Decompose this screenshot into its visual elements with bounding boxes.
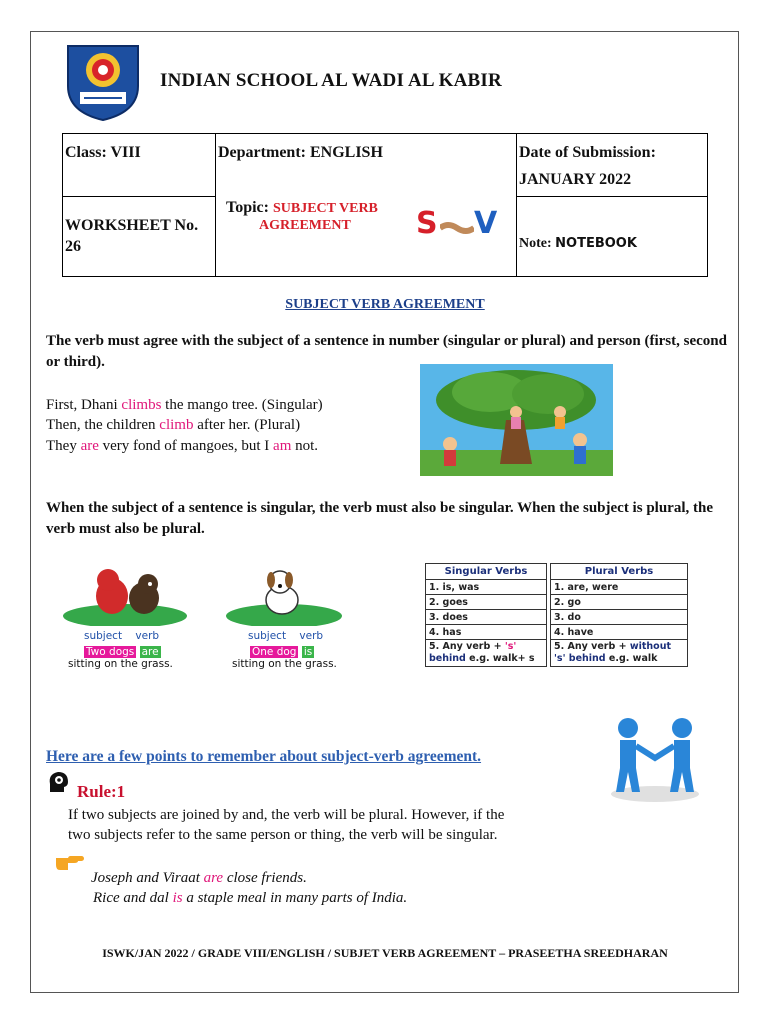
page-footer: ISWK/JAN 2022 / GRADE VIII/ENGLISH / SUBJET VERB AGREEMENT – PRASEETHA SREEDHARAN	[102, 946, 668, 960]
plural-row: 4. have	[551, 625, 688, 640]
school-logo	[62, 40, 144, 122]
singular-row: 4. has	[426, 625, 547, 640]
plural-row: 1. are, were	[551, 580, 688, 595]
dog1-caption-labels: subject verb	[84, 630, 160, 642]
two-dogs-illustration	[60, 566, 190, 626]
rule1-title: Rule:1	[77, 782, 126, 801]
plural-verbs-table	[550, 563, 688, 667]
dog2-caption-labels: subject verb	[248, 630, 324, 642]
section-title: SUBJECT VERB AGREEMENT	[285, 297, 485, 312]
singular-row: 1. is, was	[426, 580, 547, 595]
plural-header: Plural Verbs	[551, 564, 688, 580]
date-value: JANUARY 2022	[519, 171, 632, 188]
topic-value-line1: SUBJECT VERB	[272, 201, 378, 216]
points-heading: Here are a few points to remember about subject-verb agreement.	[46, 748, 482, 765]
handshake-icon	[440, 220, 474, 236]
plural-row-last: 5. Any verb + without 's' behind e.g. walk	[551, 640, 688, 667]
rule1-text-line2: two subjects refer to the same person or thing, the verb will be singular.	[68, 827, 498, 843]
subject-verb-graphic: S V	[416, 206, 498, 241]
plural-row: 2. go	[551, 595, 688, 610]
worksheet-line1: WORKSHEET No.	[65, 217, 199, 234]
school-title: INDIAN SCHOOL AL WADI AL KABIR	[160, 70, 502, 91]
pointing-hand-icon	[54, 850, 86, 872]
dog2-caption-words: One dog is	[252, 646, 313, 658]
class-label: Class: VIII	[65, 144, 141, 161]
example-1: First, Dhani climbs the mango tree. (Singular)	[46, 397, 323, 413]
singular-row: 2. goes	[426, 595, 547, 610]
head-gear-icon	[46, 770, 70, 794]
worksheet-line2: 26	[65, 238, 81, 255]
date-label: Date of Submission:	[519, 144, 656, 161]
dog1-caption-rest: sitting on the grass.	[68, 658, 173, 670]
rule1-text-line1: If two subjects are joined by and, the verb will be plural. However, if the	[68, 807, 505, 823]
dog1-caption-words: Two dogs are	[86, 646, 159, 658]
singular-header: Singular Verbs	[426, 564, 547, 580]
intro-text: The verb must agree with the subject of a sentence in number (singular or plural) and person (first, second or third).	[46, 333, 727, 370]
dog2-caption-rest: sitting on the grass.	[232, 658, 337, 670]
rule-text: When the subject of a sentence is singular, the verb must also be singular. When the subject is plural, the verb must also be plural.	[46, 500, 713, 537]
rule1-example-2: Rice and dal is a staple meal in many parts of India.	[93, 890, 408, 906]
topic-label: Topic: SUBJECT VERB	[226, 199, 378, 216]
example-2: Then, the children climb after her. (Plural)	[46, 417, 301, 433]
topic-value-line2: AGREEMENT	[259, 218, 351, 233]
example-3: They are very fond of mangoes, but I am not.	[46, 438, 319, 454]
department-label: Department: ENGLISH	[218, 144, 383, 161]
plural-row: 3. do	[551, 610, 688, 625]
singular-verbs-table	[425, 563, 547, 667]
singular-row: 3. does	[426, 610, 547, 625]
note-line: Note: NOTEBOOK	[519, 236, 637, 251]
singular-row-last: 5. Any verb + 's' behind e.g. walk+ s	[426, 640, 547, 667]
people-handshake-illustration	[600, 712, 710, 804]
rule1-example-1: Joseph and Viraat are close friends.	[91, 870, 307, 886]
mango-tree-illustration	[420, 364, 613, 476]
one-dog-illustration	[224, 566, 344, 626]
